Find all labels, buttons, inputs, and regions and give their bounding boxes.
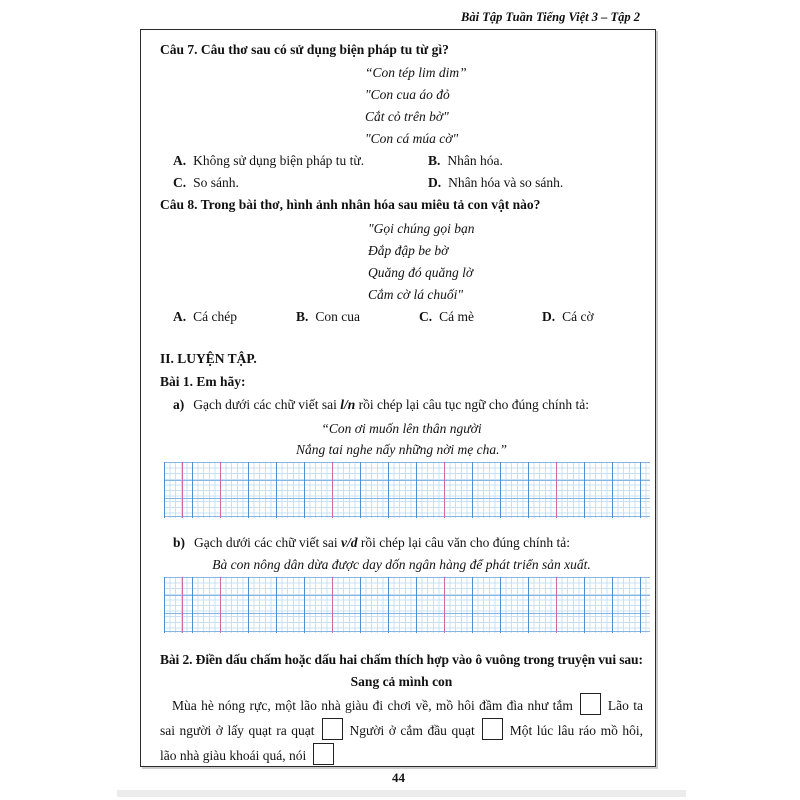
option-d <box>428 172 563 194</box>
exercise-2-heading: Bài 2. Điền dấu chấm hoặc dấu hai chấm thích hợp vào ô vuông trong truyện vui sau: <box>160 652 643 667</box>
poem-line: Quăng đó quăng lờ <box>368 265 474 280</box>
exercise-page-content <box>141 30 655 768</box>
option-d <box>542 306 643 328</box>
writing-grid-a <box>164 462 650 518</box>
option-label: C. <box>419 309 433 324</box>
story-title: Sang cả mình con <box>350 674 453 689</box>
proverb-line: “Con ơi muốn lên thân người <box>321 421 482 436</box>
option-a <box>173 306 296 328</box>
writing-grid-b <box>164 577 650 633</box>
page-header-title: Bài Tập Tuần Tiếng Việt 3 – Tập 2 <box>461 10 640 24</box>
option-text: Cá cờ <box>562 309 594 324</box>
option-label: A. <box>173 309 187 324</box>
instruction-text: Gạch dưới các chữ viết sai <box>194 535 341 550</box>
exercise-1-heading: Bài 1. Em hãy: <box>160 374 246 389</box>
story-text: Lão ta sai người ở lấy quạt ra quạt <box>160 698 643 738</box>
poem-line: Cắt cỏ trên bờ" <box>365 109 449 124</box>
option-label: D. <box>542 309 556 324</box>
poem-line: "Con cua áo đỏ <box>365 87 450 102</box>
exercise-1b-instruction <box>160 532 643 554</box>
instruction-emphasis: v/d <box>340 535 358 550</box>
instruction-text: rồi chép lại câu tục ngữ cho đúng chính tả: <box>355 397 589 412</box>
answer-box <box>482 718 503 740</box>
story-text: Mùa hè nóng rực, một lão nhà giàu đi chơi về, mồ hôi đầm đìa như tắm <box>172 698 573 713</box>
option-text: So sánh. <box>193 175 239 190</box>
question-8-heading: Câu 8. Trong bài thơ, hình ảnh nhân hóa sau miêu tả con vật nào? <box>160 197 541 212</box>
poem-line: Đắp đập be bờ <box>368 243 449 258</box>
poem-line: "Gọi chúng gọi bạn <box>368 221 475 236</box>
option-text: Cá mè <box>439 309 474 324</box>
story-paragraph <box>160 693 643 768</box>
question-7-options-row-2 <box>160 172 643 194</box>
option-c <box>419 306 542 328</box>
option-text: Không sử dụng biện pháp tu từ. <box>193 153 365 168</box>
answer-box <box>322 718 343 740</box>
option-text: Nhân hóa. <box>447 153 503 168</box>
option-text: Con cua <box>315 309 361 324</box>
proverb-line: Nắng tai nghe nấy những nời mẹ cha.” <box>295 442 508 457</box>
option-b <box>296 306 419 328</box>
option-text: Cá chép <box>193 309 237 324</box>
section-2-heading: II. LUYỆN TẬP. <box>160 351 257 366</box>
poem-line: Cắm cờ lá chuối" <box>368 287 463 302</box>
question-8-options-row <box>160 306 643 328</box>
answer-box <box>313 743 334 765</box>
option-label: C. <box>173 175 187 190</box>
option-a <box>173 150 428 172</box>
option-label: D. <box>428 175 442 190</box>
poem-line: "Con cá múa cờ" <box>365 131 459 146</box>
question-8-poem <box>368 218 643 306</box>
item-label: a) <box>173 397 185 412</box>
option-label: B. <box>428 153 441 168</box>
answer-box <box>580 693 601 715</box>
option-b <box>428 150 503 172</box>
option-label: A. <box>173 153 187 168</box>
question-7-heading: Câu 7. Câu thơ sau có sử dụng biện pháp tu từ gì? <box>160 42 449 57</box>
item-label: b) <box>173 535 186 550</box>
instruction-emphasis: l/n <box>340 397 356 412</box>
exercise-page-frame <box>140 29 656 767</box>
option-label: B. <box>296 309 309 324</box>
option-text: Nhân hóa và so sánh. <box>448 175 564 190</box>
story-text: Một lúc lâu ráo mồ hôi, lão nhà giàu khoái quá, nói <box>160 723 643 763</box>
question-7-options-row-1 <box>160 150 643 172</box>
page-bottom-shadow <box>117 790 686 797</box>
question-7-poem <box>365 62 643 150</box>
exercise-1a-instruction <box>160 394 643 416</box>
sentence-line: Bà con nông dân dừa được day dốn ngân hàng để phát triển sản xuất. <box>212 557 591 572</box>
poem-line: “Con tép lim dim” <box>365 65 467 80</box>
option-c <box>173 172 428 194</box>
instruction-text: rồi chép lại câu văn cho đúng chính tả: <box>357 535 571 550</box>
page-number: 44 <box>392 770 405 785</box>
story-text: Người ở cắm đầu quạt <box>349 723 475 738</box>
instruction-text: Gạch dưới các chữ viết sai <box>193 397 341 412</box>
